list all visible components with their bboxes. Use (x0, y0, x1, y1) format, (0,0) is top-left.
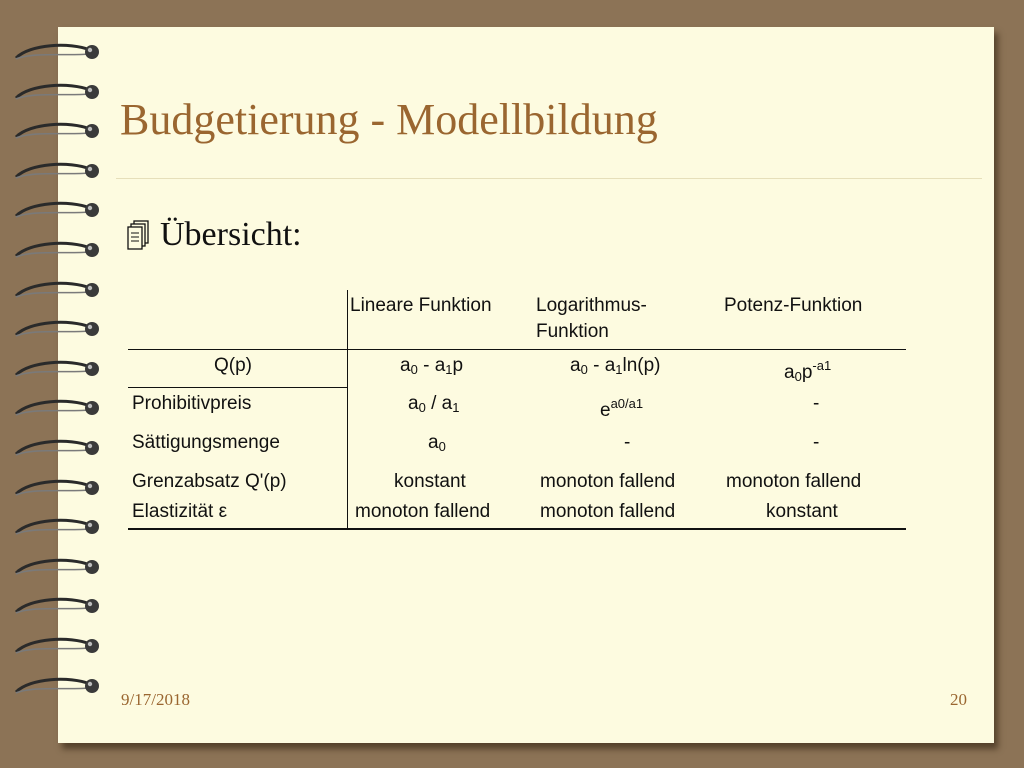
footer-date: 9/17/2018 (121, 690, 190, 709)
row-label-saettigung: Sättigungsmenge (132, 432, 280, 453)
q-linear: $a_0 - a_1p$ (400, 355, 464, 377)
prohibitivpreis-power: - (813, 393, 820, 414)
spiral-ring-icon (10, 200, 102, 224)
row-label-prohibitivpreis: Prohibitivpreis (132, 393, 252, 414)
spiral-ring-icon (10, 596, 102, 620)
grenzabsatz-power: monoton fallend (726, 471, 862, 492)
row-label-elastizitaet: Elastizität ε (132, 501, 228, 522)
spiral-ring-icon (10, 517, 102, 541)
spiral-ring-icon (10, 438, 102, 462)
table-row-rule (128, 387, 348, 388)
spiral-ring-icon (10, 240, 102, 264)
elastizitaet-log: monoton fallend (540, 501, 676, 522)
bullet-item (124, 216, 302, 254)
spiral-ring-icon (10, 319, 102, 343)
slide-title: Budgetierung - Modellbildung (120, 95, 658, 144)
header-log-line2: Funktion (536, 321, 609, 342)
spiral-ring-icon (10, 42, 102, 66)
row-label-q: Q(p) (214, 355, 252, 376)
title-divider (116, 178, 982, 179)
elastizitaet-power: konstant (766, 501, 838, 522)
prohibitivpreis-linear: $a_0 / a_1$ (408, 393, 460, 415)
spiral-ring-icon (10, 557, 102, 581)
spiral-ring-icon (10, 359, 102, 383)
spiral-ring-icon (10, 398, 102, 422)
elastizitaet-linear: monoton fallend (355, 501, 491, 522)
spiral-ring-icon (10, 161, 102, 185)
page-number: 20 (950, 690, 967, 709)
spiral-ring-icon (10, 280, 102, 304)
prohibitivpreis-log: $e^{a0/a1}$ (600, 396, 644, 421)
header-linear: Lineare Funktion (350, 295, 492, 316)
q-log: $a_0 - a_1\ln(p)$ (570, 355, 661, 377)
row-label-grenzabsatz: Grenzabsatz Q'(p) (132, 471, 287, 492)
spiral-ring-icon (10, 636, 102, 660)
bullet-text: Übersicht: (160, 216, 302, 253)
saettigung-power: - (813, 432, 820, 453)
spiral-ring-icon (10, 121, 102, 145)
spiral-ring-icon (10, 676, 102, 700)
header-power: Potenz-Funktion (724, 295, 863, 316)
spiral-ring-icon (10, 478, 102, 502)
grenzabsatz-linear: konstant (394, 471, 466, 492)
q-power: $a_0p^{-a1}$ (784, 358, 832, 384)
grenzabsatz-log: monoton fallend (540, 471, 676, 492)
spiral-ring-icon (10, 82, 102, 106)
table-vertical-divider (347, 290, 348, 529)
stacked-pages-icon (124, 219, 152, 251)
table-bottom-rule (128, 528, 906, 530)
table-header-rule (128, 349, 906, 350)
header-log-line1: Logarithmus- (536, 295, 647, 316)
comparison-table (128, 290, 906, 530)
saettigung-log: - (624, 432, 631, 453)
saettigung-linear: $a_0$ (428, 432, 446, 454)
